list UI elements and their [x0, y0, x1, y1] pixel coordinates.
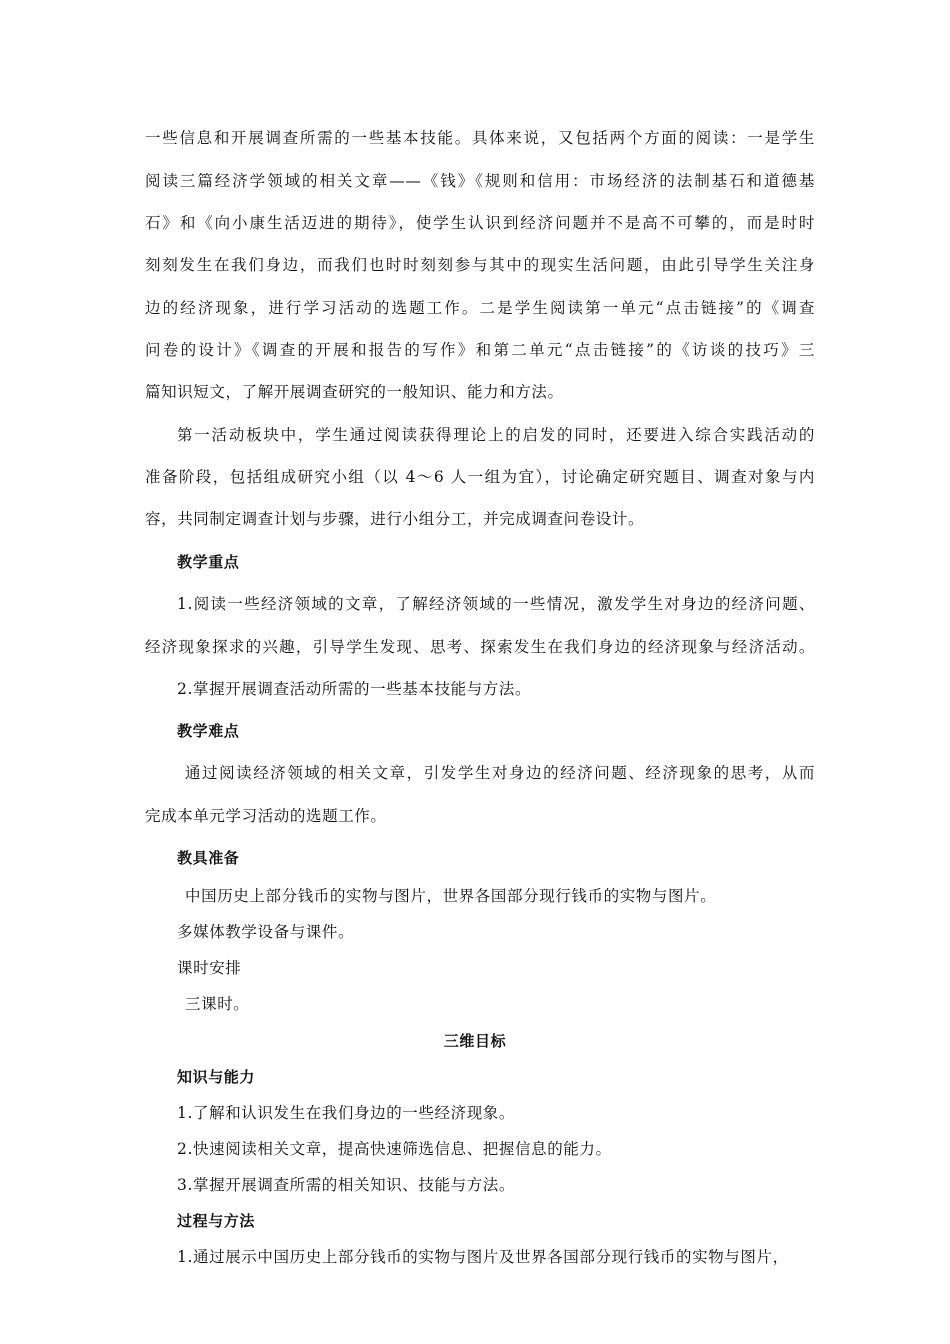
paragraph-line: 阅读三篇经济学领域的相关文章——《钱》《规则和信用：市场经济的法制基石和道德基 — [145, 172, 815, 190]
paragraph-line: 容，共同制定调查计划与步骤，进行小组分工，并完成调查问卷设计。 — [145, 510, 645, 528]
paragraph-line: 多媒体教学设备与课件。 — [177, 923, 355, 941]
section-heading-focus: 教学重点 — [177, 553, 240, 571]
paragraph-line: 边的经济现象，进行学习活动的选题工作。二是学生阅读第一单元“点击链接”的《调查 — [145, 299, 815, 317]
section-title-goals: 三维目标 — [443, 1032, 507, 1050]
paragraph-line: 准备阶段，包括组成研究小组（以 4～6 人一组为宜），讨论确定研究题目、调查对象与内 — [145, 468, 815, 486]
list-item: 3.掌握开展调查所需的相关知识、技能与方法。 — [177, 1176, 515, 1194]
paragraph-line: 中国历史上部分钱币的实物与图片，世界各国部分现行钱币的实物与图片。 — [185, 887, 717, 905]
paragraph-line: 石》和《向小康生活迈进的期待》，使学生认识到经济问题并不是高不可攀的，而是时时 — [145, 214, 815, 232]
list-item: 1.通过展示中国历史上部分钱币的实物与图片及世界各国部分现行钱币的实物与图片， — [177, 1248, 789, 1266]
section-heading-schedule: 课时安排 — [177, 959, 242, 977]
paragraph-line: 一些信息和开展调查所需的一些基本技能。具体来说，又包括两个方面的阅读：一是学生 — [145, 129, 815, 147]
paragraph-line: 三课时。 — [185, 995, 250, 1013]
paragraph-line: 篇知识短文，了解开展调查研究的一般知识、能力和方法。 — [145, 383, 564, 401]
section-heading-knowledge: 知识与能力 — [177, 1068, 256, 1086]
list-item: 2.掌握开展调查活动所需的一些基本技能与方法。 — [177, 680, 532, 698]
list-item: 1.阅读一些经济领域的文章，了解经济领域的一些情况，激发学生对身边的经济问题、 — [177, 595, 815, 613]
list-item: 1.了解和认识发生在我们身边的一些经济现象。 — [177, 1104, 515, 1122]
paragraph-line: 刻刻发生在我们身边，而我们也时时刻刻参与其中的现实生活问题，由此引导学生关注身 — [145, 256, 815, 274]
list-item: 2.快速阅读相关文章，提高快速筛选信息、把握信息的能力。 — [177, 1140, 612, 1158]
list-item: 经济现象探求的兴趣，引导学生发现、思考、探索发生在我们身边的经济现象与经济活动。 — [145, 638, 815, 656]
paragraph-line: 问卷的设计》《调查的开展和报告的写作》和第二单元“点击链接”的《访谈的技巧》三 — [145, 341, 815, 359]
section-heading-process: 过程与方法 — [177, 1212, 256, 1230]
section-heading-tools: 教具准备 — [177, 849, 240, 867]
paragraph-line: 完成本单元学习活动的选题工作。 — [145, 807, 387, 825]
paragraph-line: 通过阅读经济领域的相关文章，引发学生对身边的经济问题、经济现象的思考，从而 — [185, 764, 815, 782]
section-heading-difficulty: 教学难点 — [177, 722, 240, 740]
paragraph-line: 第一活动板块中，学生通过阅读获得理论上的启发的同时，还要进入综合实践活动的 — [177, 426, 815, 444]
